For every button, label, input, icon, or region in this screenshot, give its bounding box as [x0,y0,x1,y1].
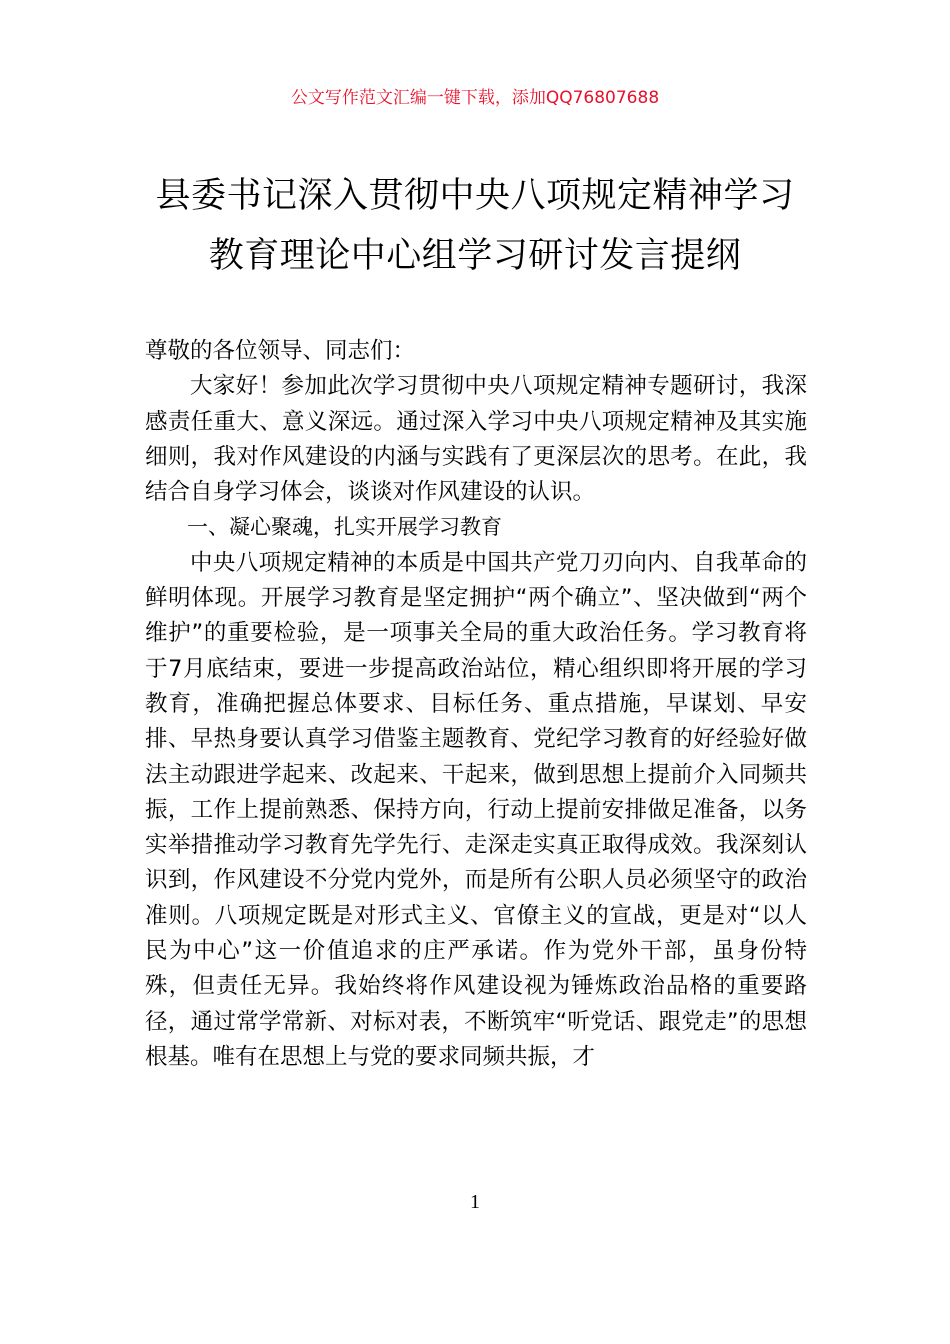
document-body [145,334,807,1075]
document-title [100,166,850,286]
intro-paragraph: 大家好！参加此次学习贯彻中央八项规定精神专题研讨，我深感责任重大、意义深远。通过深入学习中央八项规定精神及其实施细则，我对作风建设的内涵与实践有了更深层次的思考。在此，我结合自身学习体会，谈谈对作风建设的认识。 [145,373,807,506]
title-line-2: 教育理论中心组学习研讨发言提纲 [208,236,742,276]
title-line-1: 县委书记深入贯彻中央八项规定精神学习 [155,176,795,216]
download-note-header: 公文写作范文汇编一键下载，添加QQ76807688 [290,88,660,108]
section-1-heading: 一、凝心聚魂，扎实开展学习教育 [187,515,502,540]
section-1-paragraph: 中央八项规定精神的本质是中国共产党刀刃向内、自我革命的鲜明体现。开展学习教育是坚定拥护“两个确立”、坚决做到“两个维护”的重要检验，是一项事关全局的重大政治任务。学习教育将于7月底结束，要进一步提高政治站位，精心组织即将开展的学习教育，准确把握总体要求、目标任务、重点措施，早谋划、早安排、早热身要认真学习借鉴主题教育、党纪学习教育的好经验好做法主动跟进学起来、改起来、干起来，做到思想上提前介入同频共振，工作上提前熟悉、保持方向，行动上提前安排做足准备，以务实举措推动学习教育先学先行、走深走实真正取得成效。我深刻认识到，作风建设不分党内党外，而是所有公职人员必须坚守的政治准则。八项规定既是对形式主义、官僚主义的宣战，更是对“以人民为中心”这一价值追求的庄严承诺。作为党外干部，虽身份特殊，但责任无异。我始终将作风建设视为锤炼政治品格的重要路径，通过常学常新、对标对表，不断筑牢“听党话、跟党走”的思想根基。唯有在思想上与党的要求同频共振，才 [145,549,807,1070]
salutation: 尊敬的各位领导、同志们： [145,338,416,364]
page-number: 1 [470,1191,480,1213]
